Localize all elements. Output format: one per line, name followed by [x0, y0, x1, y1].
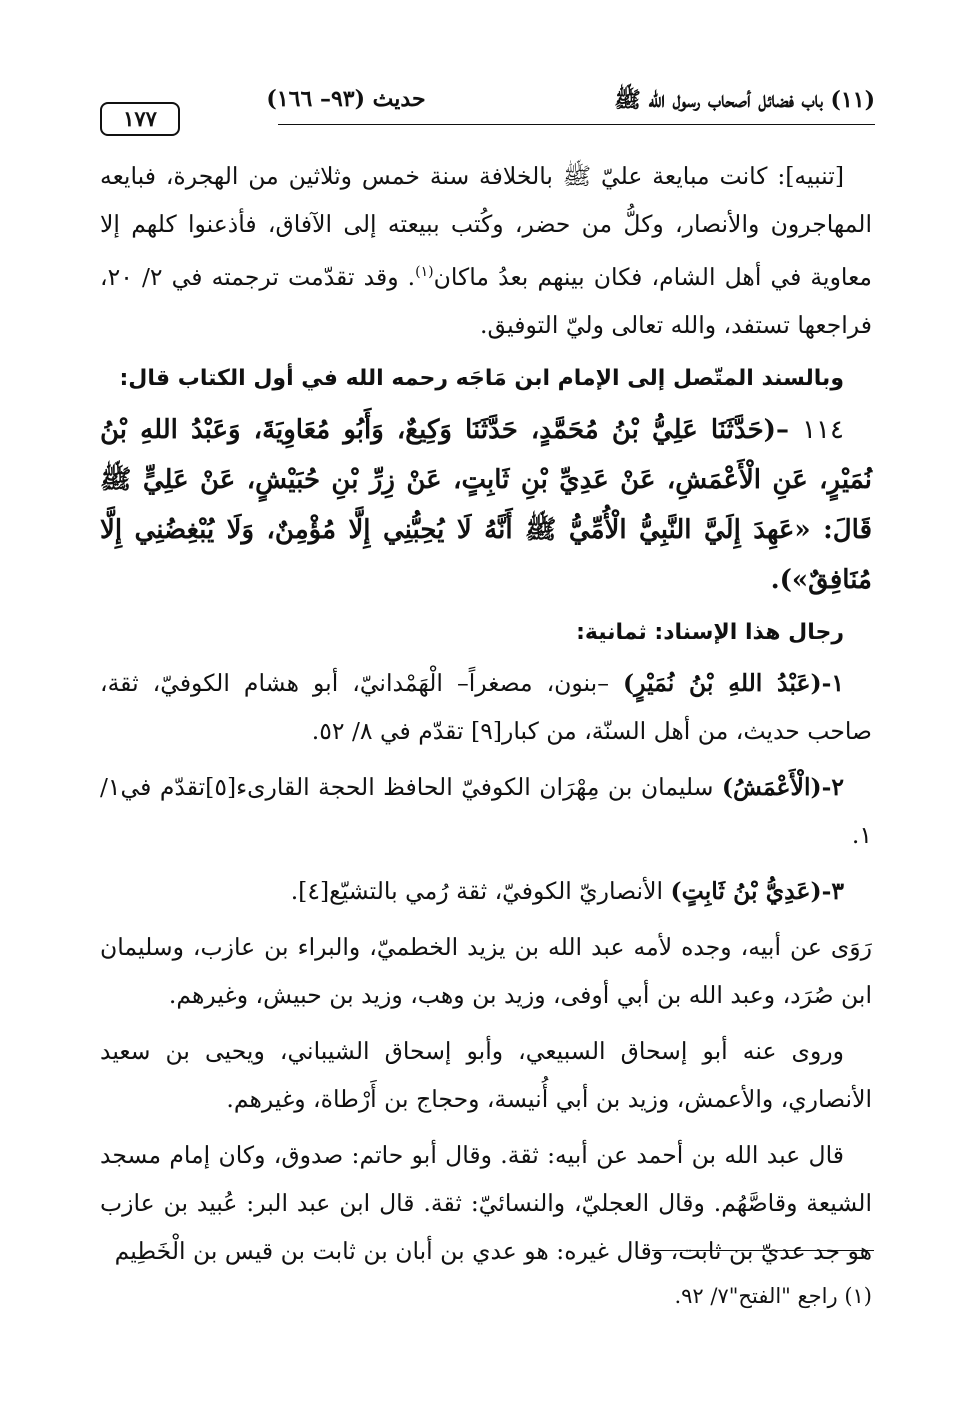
grading-paragraph: قال عبد الله بن أحمد عن أبيه: ثقة. وقال أبو حاتم: صدوق، وكان إمام مسجد الشيعة وقاصَّهُم. وقال العجليّ، والنسائيّ: ثقة. قال ابن عبد البر: عُبيد بن عازب هو جد عديّ بن ثابت، وقال غيره: هو عدي بن أبان بن ثابت بن قيس بن الْخَطِيم: [100, 1140, 872, 1265]
page-header: [100, 80, 875, 130]
narrator-name: ٢-(الْأَعْمَشُ): [721, 772, 844, 801]
page-number: ١٧٧: [100, 102, 180, 136]
narrator-description: سليمان بن مِهْرَان الكوفيّ الحافظ الحجة القارىء[٥]تقدّم في١/ ١.: [100, 772, 872, 849]
narrator-description: –بنون، مصغراً– الْهَمْدانيّ، أبو هشام الكوفيّ، ثقة، صاحب حديث، من أهل السنّة، من كبار[٩] تقدّم في ٨/ ٥٢.: [100, 668, 872, 745]
narrated-by-paragraph: وروى عنه أبو إسحاق السبيعي، وأبو إسحاق الشيباني، ويحيى بن سعيد الأنصاري، والأعمش، وزيد بن أبي أُنيسة، وحجاج بن أَرْطاة، وغيرهم.: [100, 1036, 872, 1113]
narrators-heading: رجال هذا الإسناد: ثمانية:: [576, 619, 844, 645]
page-body: [100, 152, 872, 1283]
header-chapter-title: (١١) باب فضائل أصحاب رسول الله ﷺ: [614, 87, 875, 113]
narrator-entry: [100, 867, 872, 915]
narrations-from-paragraph: رَوَى عن أبيه، وجده لأمه عبد الله بن يزيد الخطميّ، والبراء بن عازب، وسليمان ابن صُرَد، وعبد الله بن أبي أوفى، وزيد بن وهب، وزيد بن حبيش، وغيرهم.: [100, 932, 872, 1009]
narrator-name: ٣-(عَدِيُّ بْنُ ثَابِتٍ): [670, 876, 844, 905]
hadith-text: [100, 405, 872, 605]
header-rule: [278, 124, 875, 125]
footnote-reference: (١): [415, 264, 434, 280]
note-text: [تنبيه]: كانت مبايعة عليّ ﷺ بالخلافة سنة خمس وثلاثين من الهجرة، فبايعه المهاجرون والأنصار، وكلُّ من حضر، وكُتب ببيعته إلى الآفاق، فأذعنوا كلهم إلا معاوية في أهل الشام، فكان بينهم بعدُ ماكان: [100, 162, 873, 291]
footnote-rule: [652, 1250, 874, 1251]
hadith-body: –(حَدَّثَنَا عَلِيُّ بْنُ مُحَمَّدٍ، حَدَّثَنَا وَكِيعٌ، وَأَبُو مُعَاوِيَةَ، وَعَبْدُ اللهِ بْنُ نُمَيْرٍ، عَنِ الْأَعْمَشِ، عَنْ عَدِيِّ بْنِ ثَابِتٍ، عَنْ زِرِّ بْنِ حُبَيْشٍ، عَنْ عَلِيٍّ ﷺ قَالَ: «عَهِدَ إِلَيَّ النَّبِيُّ الْأُمِّيُّ ﷺ أَنَّهُ لَا يُحِبُّنِي إِلَّا مُؤْمِنٌ، وَلَا يُبْغِضُنِي إِلَّا مُنَافِقٌ»).: [100, 414, 872, 595]
narrator-name: ١-(عَبْدُ اللهِ بْنُ نُمَيْرٍ): [622, 668, 844, 697]
isnad-heading: وبالسند المتّصل إلى الإمام ابن مَاجَه رحمه الله في أول الكتاب قال:: [119, 365, 844, 391]
narrator-description: الأنصاريّ الكوفيّ، ثقة رُمي بالتشيّع[٤].: [290, 876, 671, 905]
header-hadith-range: حديث (٩٣– ١٦٦): [266, 86, 426, 112]
narrator-entry: [100, 659, 872, 755]
narrator-entry: [100, 763, 872, 859]
note-text-continued: . وقد تقدّمت ترجمته في ٢/ ٢٠، فراجعها تستفد، والله تعالى وليّ التوفيق.: [100, 262, 872, 339]
hadith-number: ١١٤: [802, 414, 844, 445]
note-paragraph: [100, 152, 872, 349]
footnote: (١) راجع "الفتح"٧/ ٩٢.: [674, 1284, 872, 1308]
